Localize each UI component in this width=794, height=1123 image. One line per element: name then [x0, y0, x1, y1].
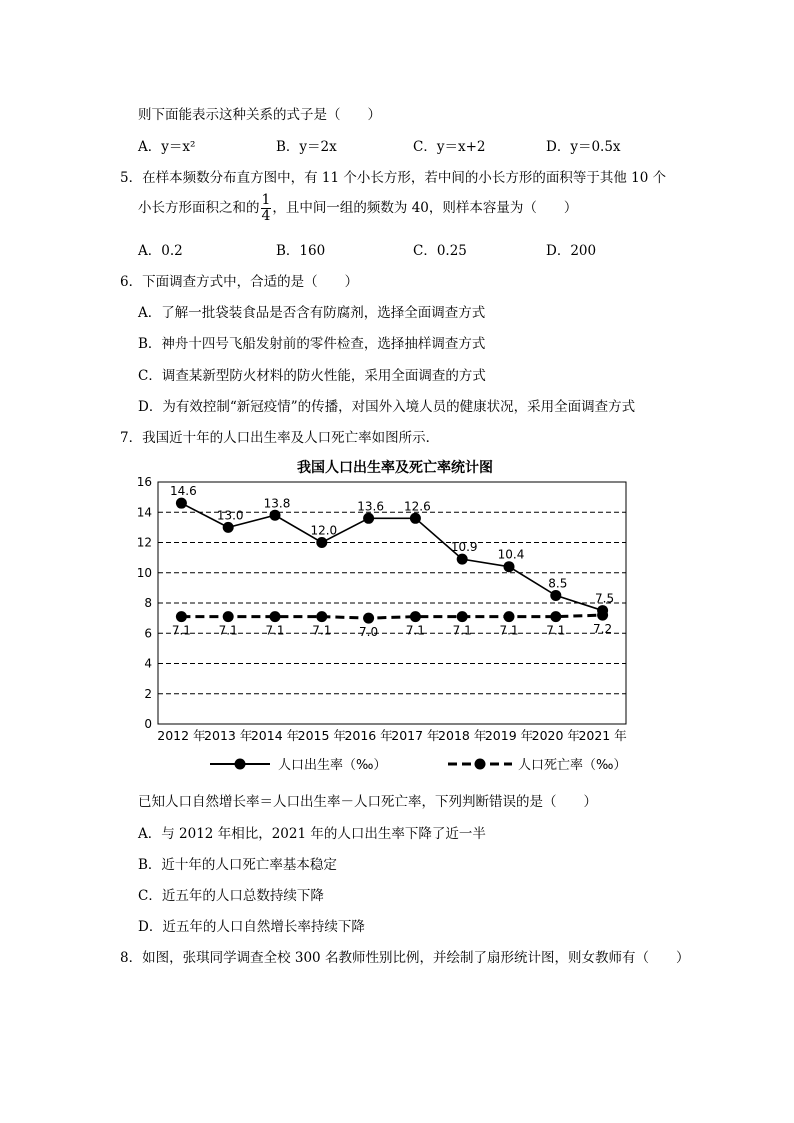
x-tick-label: 2014 年: [250, 728, 300, 743]
y-tick-label: 8: [144, 596, 152, 610]
data-label: 10.4: [497, 547, 525, 562]
data-point: [316, 537, 327, 548]
data-label: 7.1: [218, 623, 238, 638]
q7-option-d: D．近五年的人口自然增长率持续下降: [138, 919, 365, 935]
data-point: [457, 554, 468, 565]
data-label: 12.6: [404, 499, 431, 514]
data-point: [363, 613, 374, 624]
data-point: [223, 611, 234, 622]
q6-option-a: A．了解一批袋装食品是否含有防腐剂，选择全面调查方式: [138, 305, 486, 321]
data-label: 12.0: [310, 523, 338, 538]
y-tick-label: 6: [144, 626, 152, 641]
data-point: [504, 561, 515, 572]
data-point: [410, 513, 421, 524]
q4-option-a: A．y＝x²: [138, 139, 196, 155]
data-point: [363, 513, 374, 524]
series-line-death-rate: [181, 615, 602, 618]
q6-option-c: C．调查某新型防火材料的防火性能，采用全面调查的方式: [138, 368, 486, 384]
data-label: 13.0: [216, 508, 244, 523]
q5-stem-line2: [138, 193, 577, 224]
x-tick-label: 2013 年: [204, 728, 253, 743]
y-tick-label: 10: [136, 565, 152, 580]
y-tick-label: 12: [136, 535, 152, 550]
q8-stem: 8．如图，张琪同学调查全校 300 名教师性别比例，并绘制了扇形统计图，则女教师有（ ）: [120, 950, 690, 966]
x-tick-label: 2020 年: [531, 728, 580, 743]
data-point: [270, 510, 281, 521]
q5-option-a: A．0.2: [138, 243, 183, 259]
chart-title: 我国人口出生率及死亡率统计图: [297, 460, 493, 476]
data-label: 7.2: [593, 622, 613, 637]
q7-option-a: A．与 2012 年相比，2021 年的人口出生率下降了近一半: [138, 826, 486, 842]
x-tick-label: 2017 年: [391, 728, 440, 743]
q5-stem-line2-post: ，且中间一组的频数为 40，则样本容量为（ ）: [272, 200, 578, 216]
q4-stem-tail: 则下面能表示这种关系的式子是（ ）: [138, 107, 381, 123]
q4-option-c: C．y＝x+2: [413, 139, 486, 155]
data-point: [504, 611, 515, 622]
x-tick-label: 2012 年: [157, 728, 206, 743]
data-label: 7.1: [265, 623, 285, 638]
data-point: [316, 611, 327, 622]
y-tick-label: 14: [136, 505, 152, 520]
x-tick-label: 2021 年: [578, 728, 627, 743]
legend-marker-birth-rate: [235, 759, 246, 770]
x-tick-label: 2018 年: [438, 728, 487, 743]
data-label: 7.5: [595, 591, 615, 606]
data-label: 7.1: [171, 623, 191, 638]
data-label: 7.1: [452, 623, 472, 638]
q4-option-d: D．y＝0.5x: [546, 139, 621, 155]
q5-option-b: B．160: [276, 243, 326, 259]
data-label: 8.5: [548, 576, 568, 591]
y-tick-label: 4: [144, 656, 152, 671]
data-label: 13.6: [357, 499, 384, 514]
data-label: 7.0: [359, 625, 379, 640]
q6-stem: 6．下面调查方式中，合适的是（ ）: [120, 274, 359, 290]
data-point: [223, 522, 234, 533]
q7-after-chart: 已知人口自然增长率＝人口出生率－人口死亡率，下列判断错误的是（ ）: [138, 794, 597, 810]
x-tick-label: 2016 年: [344, 728, 393, 743]
data-point: [457, 611, 468, 622]
series-line-birth-rate: [181, 503, 602, 610]
data-label: 7.1: [499, 623, 519, 638]
data-label: 7.1: [405, 623, 425, 638]
data-label: 7.1: [312, 623, 332, 638]
q5-stem-line1: 5．在样本频数分布直方图中，有 11 个小长方形，若中间的小长方形的面积等于其他 10 个: [120, 170, 667, 186]
legend-marker-death-rate: [475, 759, 486, 770]
q6-option-d: D．为有效控制“新冠疫情”的传播，对国外入境人员的健康状况，采用全面调查方式: [138, 399, 636, 415]
q5-option-c: C．0.25: [413, 243, 467, 259]
y-tick-label: 0: [144, 717, 152, 731]
data-label: 14.6: [170, 484, 197, 499]
data-point: [410, 611, 421, 622]
legend-label-birth-rate: 人口出生率（‰）: [278, 758, 387, 773]
legend-label-death-rate: 人口死亡率（‰）: [518, 758, 627, 773]
data-point: [176, 498, 187, 509]
data-point: [550, 611, 561, 622]
data-point: [270, 611, 281, 622]
y-tick-label: 16: [136, 475, 152, 489]
data-label: 7.1: [546, 623, 566, 638]
q7-option-b: B．近十年的人口死亡率基本稳定: [138, 857, 337, 873]
q5-stem-line2-pre: 小长方形面积之和的: [138, 200, 260, 216]
x-tick-label: 2019 年: [484, 728, 534, 743]
data-point: [550, 590, 561, 601]
y-tick-label: 2: [144, 686, 152, 701]
q6-option-b: B．神舟十四号飞船发射前的零件检查，选择抽样调查方式: [138, 336, 486, 352]
x-tick-label: 2015 年: [297, 728, 346, 743]
q7-option-c: C．近五年的人口总数持续下降: [138, 888, 324, 904]
data-label: 13.8: [263, 496, 291, 511]
data-point: [176, 611, 187, 622]
q4-option-b: B．y＝2x: [276, 139, 337, 155]
q5-option-d: D．200: [546, 243, 597, 259]
data-point: [597, 610, 608, 621]
population-rate-chart: [130, 455, 670, 785]
fraction-one-quarter: $\frac{1}{4}$: [261, 192, 271, 224]
data-label: 10.9: [450, 540, 478, 555]
q7-stem: 7．我国近十年的人口出生率及人口死亡率如图所示．: [120, 430, 440, 446]
